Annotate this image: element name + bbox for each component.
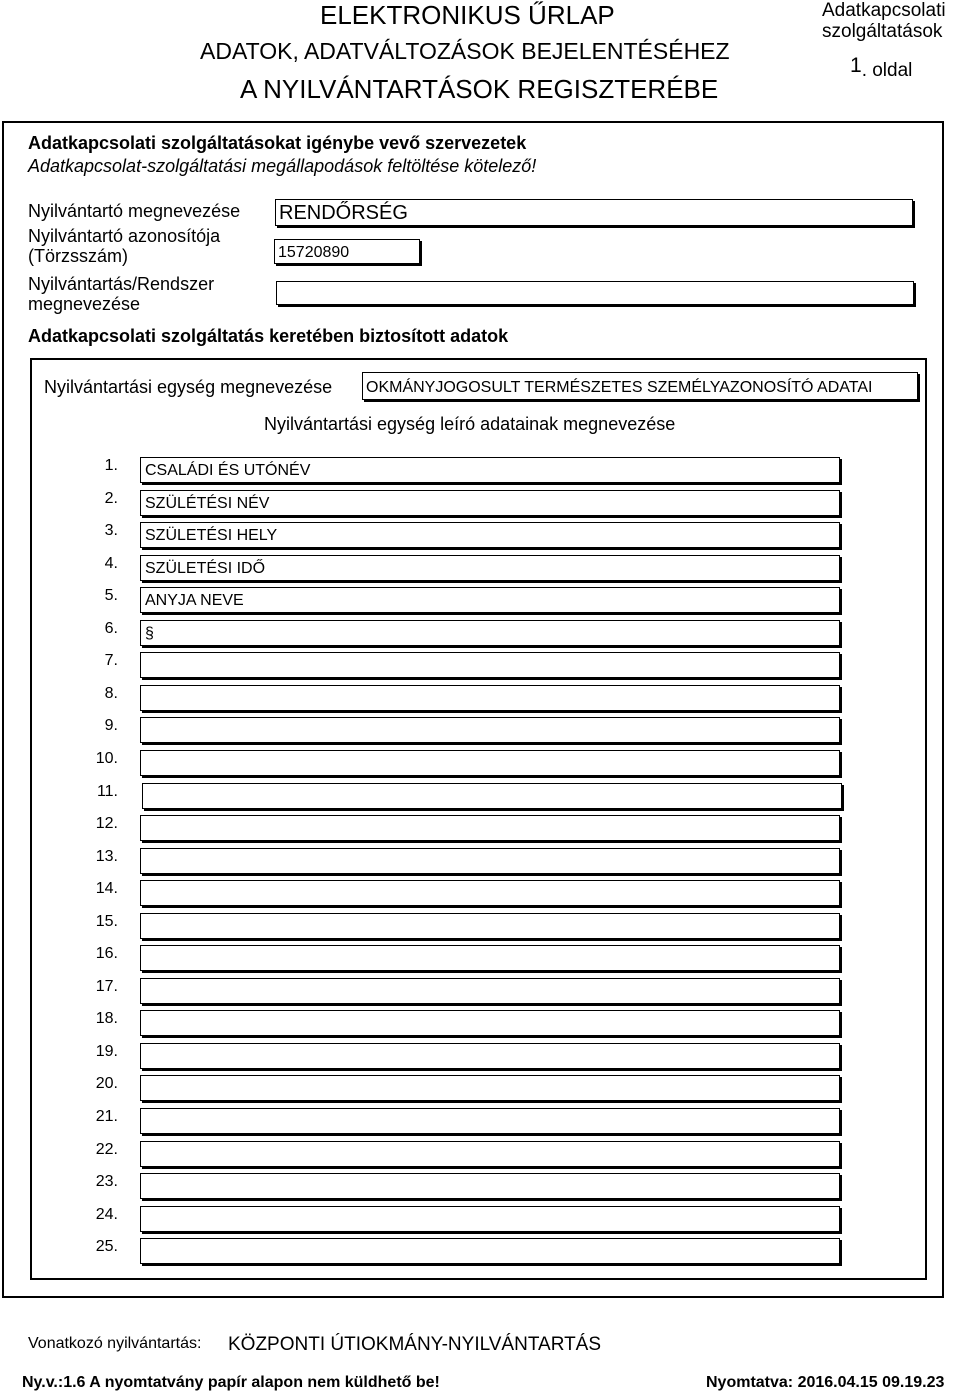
descriptor-number: 6.: [104, 620, 118, 637]
descriptor-number: 7.: [104, 652, 118, 669]
registrar-id-label-line1: Nyilvántartó azonosítója: [28, 226, 221, 246]
descriptor-number: 16.: [95, 945, 118, 962]
registrar-name-field[interactable]: [275, 199, 913, 226]
registrar-name-label: Nyilvántartó megnevezése: [28, 201, 241, 221]
descriptor-number: 9.: [104, 717, 118, 734]
system-name-label-line1: Nyilvántartás/Rendszer: [28, 274, 215, 294]
descriptor-field[interactable]: [140, 1108, 840, 1134]
section-heading: Adatkapcsolati szolgáltatásokat igénybe vevő szervezetek: [28, 133, 527, 153]
descriptor-value: §: [145, 625, 154, 642]
form-subtitle: ADATOK, ADATVÁLTOZÁSOK BEJELENTÉSÉHEZ: [200, 38, 730, 64]
descriptor-number: 23.: [95, 1173, 118, 1190]
descriptor-value: ANYJA NEVE: [145, 592, 244, 609]
form-category-line2: szolgáltatások: [822, 21, 943, 42]
descriptor-heading: Nyilvántartási egység leíró adatainak megnevezése: [264, 414, 676, 434]
form-title: ELEKTRONIKUS ŰRLAP: [320, 0, 615, 30]
descriptor-field[interactable]: [140, 750, 840, 776]
descriptor-number: 4.: [104, 555, 118, 572]
descriptor-value: SZÜLETÉSI HELY: [145, 527, 278, 544]
descriptor-field[interactable]: [140, 620, 840, 646]
form-subtitle-2: A NYILVÁNTARTÁSOK REGISZTERÉBE: [240, 74, 719, 104]
page-indicator: [850, 54, 913, 82]
descriptor-number: 21.: [95, 1108, 118, 1125]
related-registry-value: KÖZPONTI ÚTIOKMÁNY-NYILVÁNTARTÁS: [228, 1334, 602, 1355]
descriptor-field[interactable]: [140, 1238, 840, 1264]
descriptor-field[interactable]: [140, 555, 840, 581]
descriptor-field[interactable]: [140, 815, 840, 841]
system-name-label-line2: megnevezése: [28, 294, 141, 314]
unit-name-label: Nyilvántartási egység megnevezése: [44, 377, 333, 397]
descriptor-value: SZÜLETÉSI IDŐ: [145, 560, 266, 577]
descriptor-number: 3.: [104, 522, 118, 539]
descriptor-number: 17.: [95, 978, 118, 995]
descriptor-number: 19.: [95, 1043, 118, 1060]
form-category: [822, 0, 946, 42]
descriptor-field[interactable]: [140, 490, 840, 516]
page-suffix: . oldal: [861, 60, 913, 81]
system-name-field[interactable]: [276, 281, 914, 305]
descriptor-field[interactable]: [140, 717, 840, 743]
descriptor-field[interactable]: [140, 685, 840, 711]
upload-notice: Adatkapcsolat-szolgáltatási megállapodások feltöltése kötelező!: [28, 156, 537, 176]
provided-data-heading: Adatkapcsolati szolgáltatás keretében biztosított adatok: [28, 326, 509, 346]
descriptor-field[interactable]: [140, 978, 840, 1004]
descriptor-field[interactable]: [140, 913, 840, 939]
related-registry-label: Vonatkozó nyilvántartás:: [28, 1335, 202, 1352]
descriptor-number: 8.: [104, 685, 118, 702]
descriptor-field[interactable]: [140, 848, 840, 874]
descriptor-field[interactable]: [140, 1043, 840, 1069]
registrar-id-label: [28, 226, 220, 266]
descriptor-number: 18.: [95, 1010, 118, 1027]
descriptor-field[interactable]: [140, 1173, 840, 1199]
version-note: Ny.v.:1.6 A nyomtatvány papír alapon nem küldhető be!: [22, 1374, 440, 1391]
unit-name-value: OKMÁNYJOGOSULT TERMÉSZETES SZEMÉLYAZONOSÍTÓ ADATAI: [366, 379, 873, 396]
descriptor-field[interactable]: [140, 652, 840, 678]
page-number: 1: [850, 54, 862, 77]
descriptor-field[interactable]: [140, 522, 840, 548]
descriptor-number: 20.: [95, 1075, 118, 1092]
descriptor-value: CSALÁDI ÉS UTÓNÉV: [145, 462, 311, 479]
descriptor-field[interactable]: [140, 1075, 840, 1101]
descriptor-field[interactable]: [140, 1141, 840, 1167]
descriptor-field[interactable]: [140, 587, 840, 613]
descriptor-number: 11.: [96, 783, 118, 800]
registrar-name-value: RENDŐRSÉG: [279, 202, 408, 224]
descriptor-number: 2.: [104, 490, 118, 507]
descriptor-number: 13.: [95, 848, 118, 865]
descriptor-number: 22.: [95, 1141, 118, 1158]
system-name-label: [28, 274, 214, 314]
descriptor-value: SZÜLÉTÉSI NÉV: [145, 495, 270, 512]
descriptor-field[interactable]: [140, 1010, 840, 1036]
descriptor-number: 1.: [104, 457, 118, 474]
descriptor-number: 5.: [104, 587, 118, 604]
descriptor-number: 24.: [95, 1206, 118, 1223]
descriptor-field[interactable]: [140, 1206, 840, 1232]
registrar-id-field[interactable]: [274, 239, 420, 264]
descriptor-field[interactable]: [140, 457, 840, 483]
descriptor-field[interactable]: [140, 945, 840, 971]
form-category-line1: Adatkapcsolati: [822, 0, 946, 21]
descriptor-number: 25.: [95, 1238, 118, 1255]
descriptor-number: 14.: [95, 880, 118, 897]
descriptor-number: 10.: [95, 750, 118, 767]
descriptor-field[interactable]: [140, 880, 840, 906]
descriptor-number: 12.: [95, 815, 118, 832]
descriptor-field[interactable]: [142, 783, 842, 809]
registrar-id-value: 15720890: [278, 244, 350, 261]
unit-name-field[interactable]: [362, 372, 918, 400]
descriptor-number: 15.: [95, 913, 118, 930]
print-timestamp: Nyomtatva: 2016.04.15 09.19.23: [706, 1374, 945, 1391]
registrar-id-label-line2: (Törzsszám): [28, 246, 128, 266]
